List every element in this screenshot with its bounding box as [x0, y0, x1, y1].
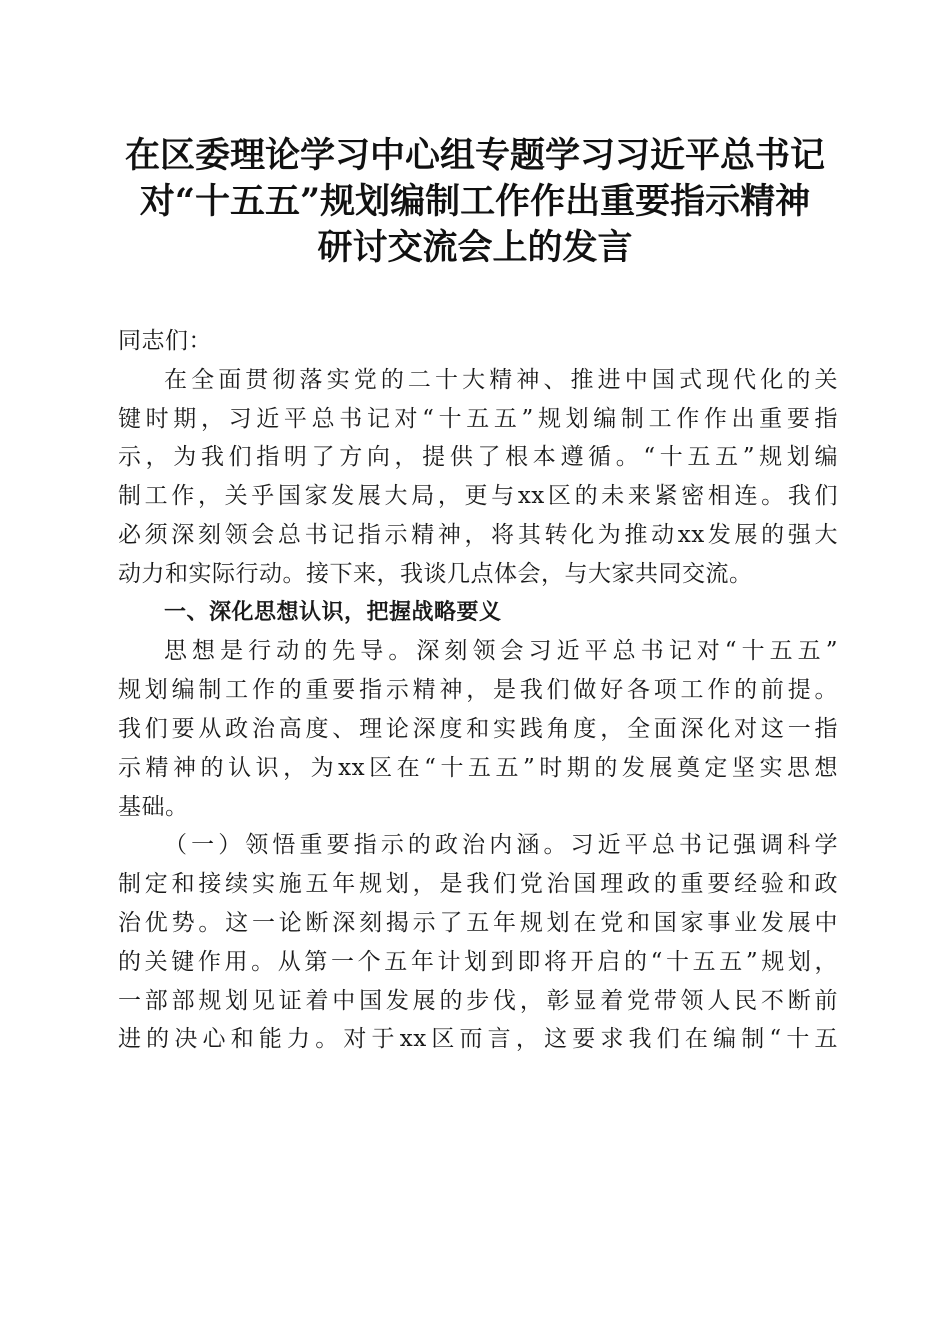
title-line-3: 研讨交流会上的发言 — [317, 227, 633, 268]
title-line-2: 对“十五五”规划编制工作作出重要指示精神 — [139, 181, 811, 222]
paragraph-1-line-2: 键时期，习近平总书记对“十五五”规划编制工作作出重要指 — [118, 405, 838, 432]
paragraph-3-line-6: 进的决心和能力。对于xx区而言，这要求我们在编制“十五 — [118, 1026, 838, 1053]
title-line-1: 在区委理论学习中心组专题学习习近平总书记 — [124, 135, 825, 176]
paragraph-1-line-6: 动力和实际行动。接下来，我谈几点体会，与大家共同交流。 — [118, 560, 753, 587]
document-title — [100, 133, 850, 271]
paragraph-2-line-4: 示精神的认识，为xx区在“十五五”时期的发展奠定坚实思想 — [118, 754, 838, 781]
paragraph-2-line-5: 基础。 — [118, 793, 189, 820]
paragraph-3-line-3: 治优势。这一论断深刻揭示了五年规划在党和国家事业发展中 — [118, 909, 838, 936]
paragraph-2-line-1: 思想是行动的先导。深刻领会习近平总书记对“十五五” — [164, 638, 838, 665]
paragraph-1-line-5: 必须深刻领会总书记指示精神，将其转化为推动xx发展的强大 — [118, 521, 838, 548]
paragraph-2-line-2: 规划编制工作的重要指示精神，是我们做好各项工作的前提。 — [118, 677, 838, 704]
paragraph-3-line-1: （一）领悟重要指示的政治内涵。习近平总书记强调科学 — [164, 832, 838, 859]
document-body — [118, 322, 838, 1059]
paragraph-3-line-5: 一部部规划见证着中国发展的步伐，彰显着党带领人民不断前 — [118, 987, 838, 1014]
paragraph-1-line-1: 在全面贯彻落实党的二十大精神、推进中国式现代化的关 — [164, 366, 838, 393]
section-heading-1: 一、深化思想认识，把握战略要义 — [164, 599, 502, 625]
salutation: 同志们： — [118, 328, 212, 354]
paragraph-2-line-3: 我们要从政治高度、理论深度和实践角度，全面深化对这一指 — [118, 715, 838, 742]
paragraph-1-line-3: 示，为我们指明了方向，提供了根本遵循。“十五五”规划编 — [118, 444, 838, 471]
paragraph-3-line-4: 的关键作用。从第一个五年计划到即将开启的“十五五”规划， — [118, 948, 838, 975]
paragraph-1-line-4: 制工作，关乎国家发展大局，更与xx区的未来紧密相连。我们 — [118, 483, 838, 510]
paragraph-3-line-2: 制定和接续实施五年规划，是我们党治国理政的重要经验和政 — [118, 871, 838, 898]
